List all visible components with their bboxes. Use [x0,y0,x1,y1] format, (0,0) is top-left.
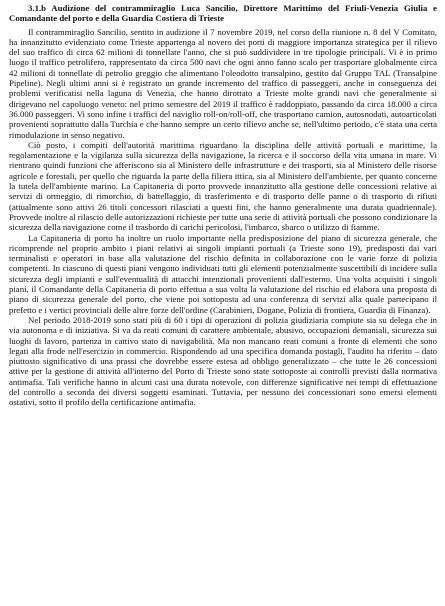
paragraph-duties: Ciò posto, i compiti dell'autorità marittima riguardano la disciplina delle attività portuali e marittime, la regolamentazione e la vigilanza sulla sicurezza della navigazione, la ricerca e il soccorso della vita umana in mare. Vi rientrano quindi funzioni che afferiscono sia al Ministero delle infrastrutture e dei trasporti, sia al Ministero delle risorse agricole e forestali, per quello che riguarda la parte della filiera ittica, sia al Ministero dell'ambiente, per quanto concerne la tutela dell'ambiente marino. La Capitaneria di porto provvede innanzitutto alla gestione delle concessioni relative ai servizi di ormeggio, di rimorchio, di battellaggio, di trasferimento e di trasporto delle panne o di trasporto di rifiuti (attualmente sono attivi 26 titoli concessori rilasciati a questi fini, che hanno generalmente una durata quadriennale). Provvede inoltre al rilascio delle autorizzazioni richieste per tutte una serie di attività portuali che possono condizionare la sicurezza della navigazione come il trasbordo di carichi pericolosi, l'imbarco, sbarco o utilizzo di fiamme. [9,139,437,233]
paragraph-traffic: Il contrammiraglio Sancilio, sentito in audizione il 7 novembre 2019, nel corso della riunione n. 8 del V Comitato, ha innanzitutto evidenziato come Trieste appartenga al novero dei porti di maggiore importanza strategica per il rilievo del suo traffico di circa 62 milioni di tonnellate l'anno, che si può suddividere in tre tipologie principali. Vi è in primo luogo il traffico petrolifero, rappresentato da circa 500 navi che ogni anno fanno scalo per trasportare globalmente circa 42 milioni di tonnellate di petrolio greggio che alimentano l'oleodotto transalpino, gestito dal Gruppo TAL (Transalpine Pipeline). Negli ultimi anni si è registrato un grande incremento del traffico di passeggeri, anche in conseguenza dei problemi verificatisi nella laguna di Venezia, che hanno dirottato a Trieste molte grandi navi che generalmente si dirigevano nel capoluogo veneto: nel primo semestre del 2019 il traffico è raddoppiato, passando da circa 18.000 a circa 36.000 passeggeri. Vi sono infine i traffici del naviglio roll-on/roll-off, che trasportano camion, autosnodati, autoarticolati provenienti soprattutto dalla Turchia e che hanno sempre un certo rilievo anche se, nell'ultimo periodo, c'è stata una certa rimodulazione in senso negativo. [9,26,437,140]
paragraph-judicial-police: Nel periodo 2018-2019 sono stati più di 60 i tipi di operazioni di polizia giudiziaria compiute sia su delega che in via autonoma e di iniziativa. Si va da reati comuni di carattere ambientale, abusivo, occupazioni demaniali, sicurezza sui luoghi di lavoro, partenza in cattivo stato di navigabilità. Ma non mancano reati comuni a fronte di elementi che sono legati alla frode nell'esercizio in commercio. Rispondendo ad una specifica domanda postagli, l'audito ha riferito – dato piuttosto significativo di una prassi che dovrebbe essere estesa ad obbligo generalizzato – che tutte le 26 concessioni attive per la gestione di attività all'interno del Porto di Trieste sono state sottoposte ai controlli previsti dalla normativa antimafia. Tali verifiche hanno in alcuni casi una durata notevole, con differenze significative nei tempi di effettuazione del controllo a seconda dei diversi soggetti esaminati. Tuttavia, per nessuno dei concessionari sono emersi elementi ostativi, sotto il profilo della certificazione antimafia. [9,314,437,408]
section-heading: 3.1.b Audizione del contrammiraglio Luca Sancilio, Direttore Marittimo del Friuli-Venezia Giulia e Comandante del porto e della Guardia Costiera di Trieste [9,3,437,24]
paragraph-security-plan: La Capitaneria di porto ha inoltre un ruolo importante nella predisposizione del piano di sicurezza generale, che ricomprende nel proprio ambito i piani relativi ai singoli impianti portuali (a Trieste sono 19), predisposti dai vari terminalisti e operatori in base alla valutazione del rischio definita in collaborazione con le varie forze di polizia competenti. In ciascuno di questi piani vengono individuati tutti gli elementi potenzialmente suscettibili di incidere sulla sicurezza degli impianti e sull'eventualità di attacchi intenzionali provenienti dall'esterno. Una volta acquisiti i singoli piani, il Comandante della Capitaneria di porto effettua a sua volta la valutazione del rischio ed elabora una proposta di piano di sicurezza generale del porto, che viene poi sottoposta ad una conferenza di servizi alla quale partecipano il prefetto e i vertici provinciali delle altre forze dell'ordine (Carabinieri, Dogane, Polizia di frontiera, Guardia di Finanza). [9,232,437,315]
